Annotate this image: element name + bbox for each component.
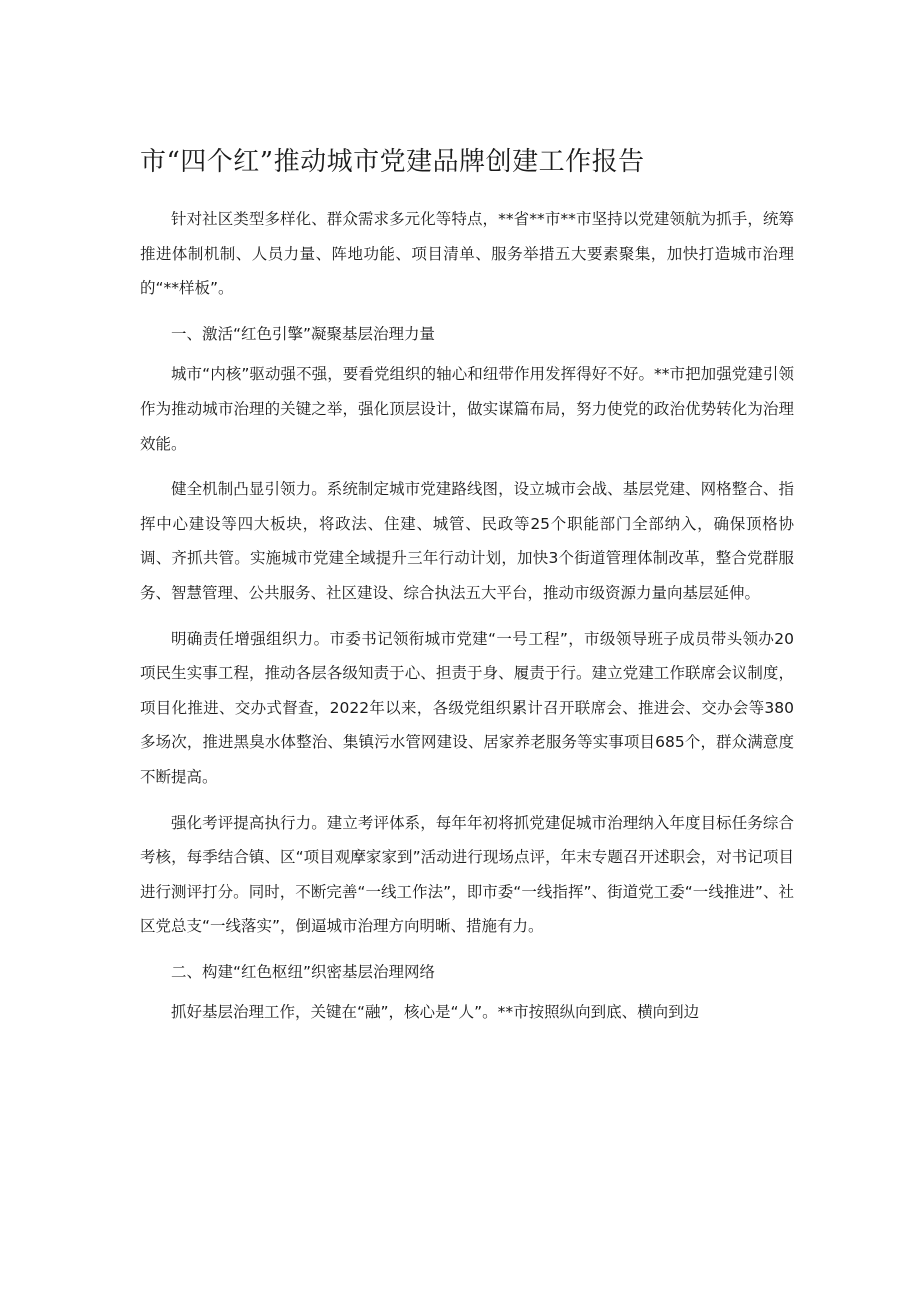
intro-paragraph: 针对社区类型多样化、群众需求多元化等特点，**省**市**市坚持以党建领航为抓手，统筹推进体制机制、人员力量、阵地功能、项目清单、服务举措五大要素聚集，加快打造城市治理的“**样板”。: [140, 210, 794, 298]
section-1-paragraph: 明确责任增强组织力。市委书记领衔城市党建“一号工程”，市级领导班子成员带头领办20项民生实事工程，推动各层各级知责于心、担责于身、履责于行。建立党建工作联席会议制度，项目化推进、交办式督查，2022年以来，各级党组织累计召开联席会、推进会、交办会等380多场次，推进黑臭水体整治、集镇污水管网建设、居家养老服务等实事项目685个，群众满意度不断提高。: [140, 629, 794, 786]
section-heading-1: 一、激活“红色引擎”凝聚基层治理力量: [171, 324, 436, 343]
document-body: [140, 202, 794, 1041]
section-1-paragraph: 健全机制凸显引领力。系统制定城市党建路线图，设立城市会战、基层党建、网格整合、指挥中心建设等四大板块，将政法、住建、城管、民政等25个职能部门全部纳入，确保顶格协调、齐抓共管。实施城市党建全域提升三年行动计划，加快3个街道管理体制改革，整合党群服务、智慧管理、公共服务、社区建设、综合执法五大平台，推动市级资源力量向基层延伸。: [140, 480, 794, 602]
section-1-paragraph: 城市“内核”驱动强不强，要看党组织的轴心和纽带作用发挥得好不好。**市把加强党建引领作为推动城市治理的关键之举，强化顶层设计，做实谋篇布局，努力使党的政治优势转化为治理效能。: [140, 365, 794, 453]
document-title: 市“四个红”推动城市党建品牌创建工作报告: [140, 147, 645, 177]
section-2-paragraph: 抓好基层治理工作，关键在“融”，核心是“人”。**市按照纵向到底、横向到边: [171, 1003, 700, 1022]
section-heading-2: 二、构建“红色枢纽”织密基层治理网络: [171, 962, 436, 981]
section-1-paragraph: 强化考评提高执行力。建立考评体系，每年年初将抓党建促城市治理纳入年度目标任务综合考核，每季结合镇、区“项目观摩家家到”活动进行现场点评，年末专题召开述职会，对书记项目进行测评打分。同时，不断完善“一线工作法”，即市委“一线指挥”、街道党工委“一线推进”、社区党总支“一线落实”，倒逼城市治理方向明晰、措施有力。: [140, 813, 794, 936]
